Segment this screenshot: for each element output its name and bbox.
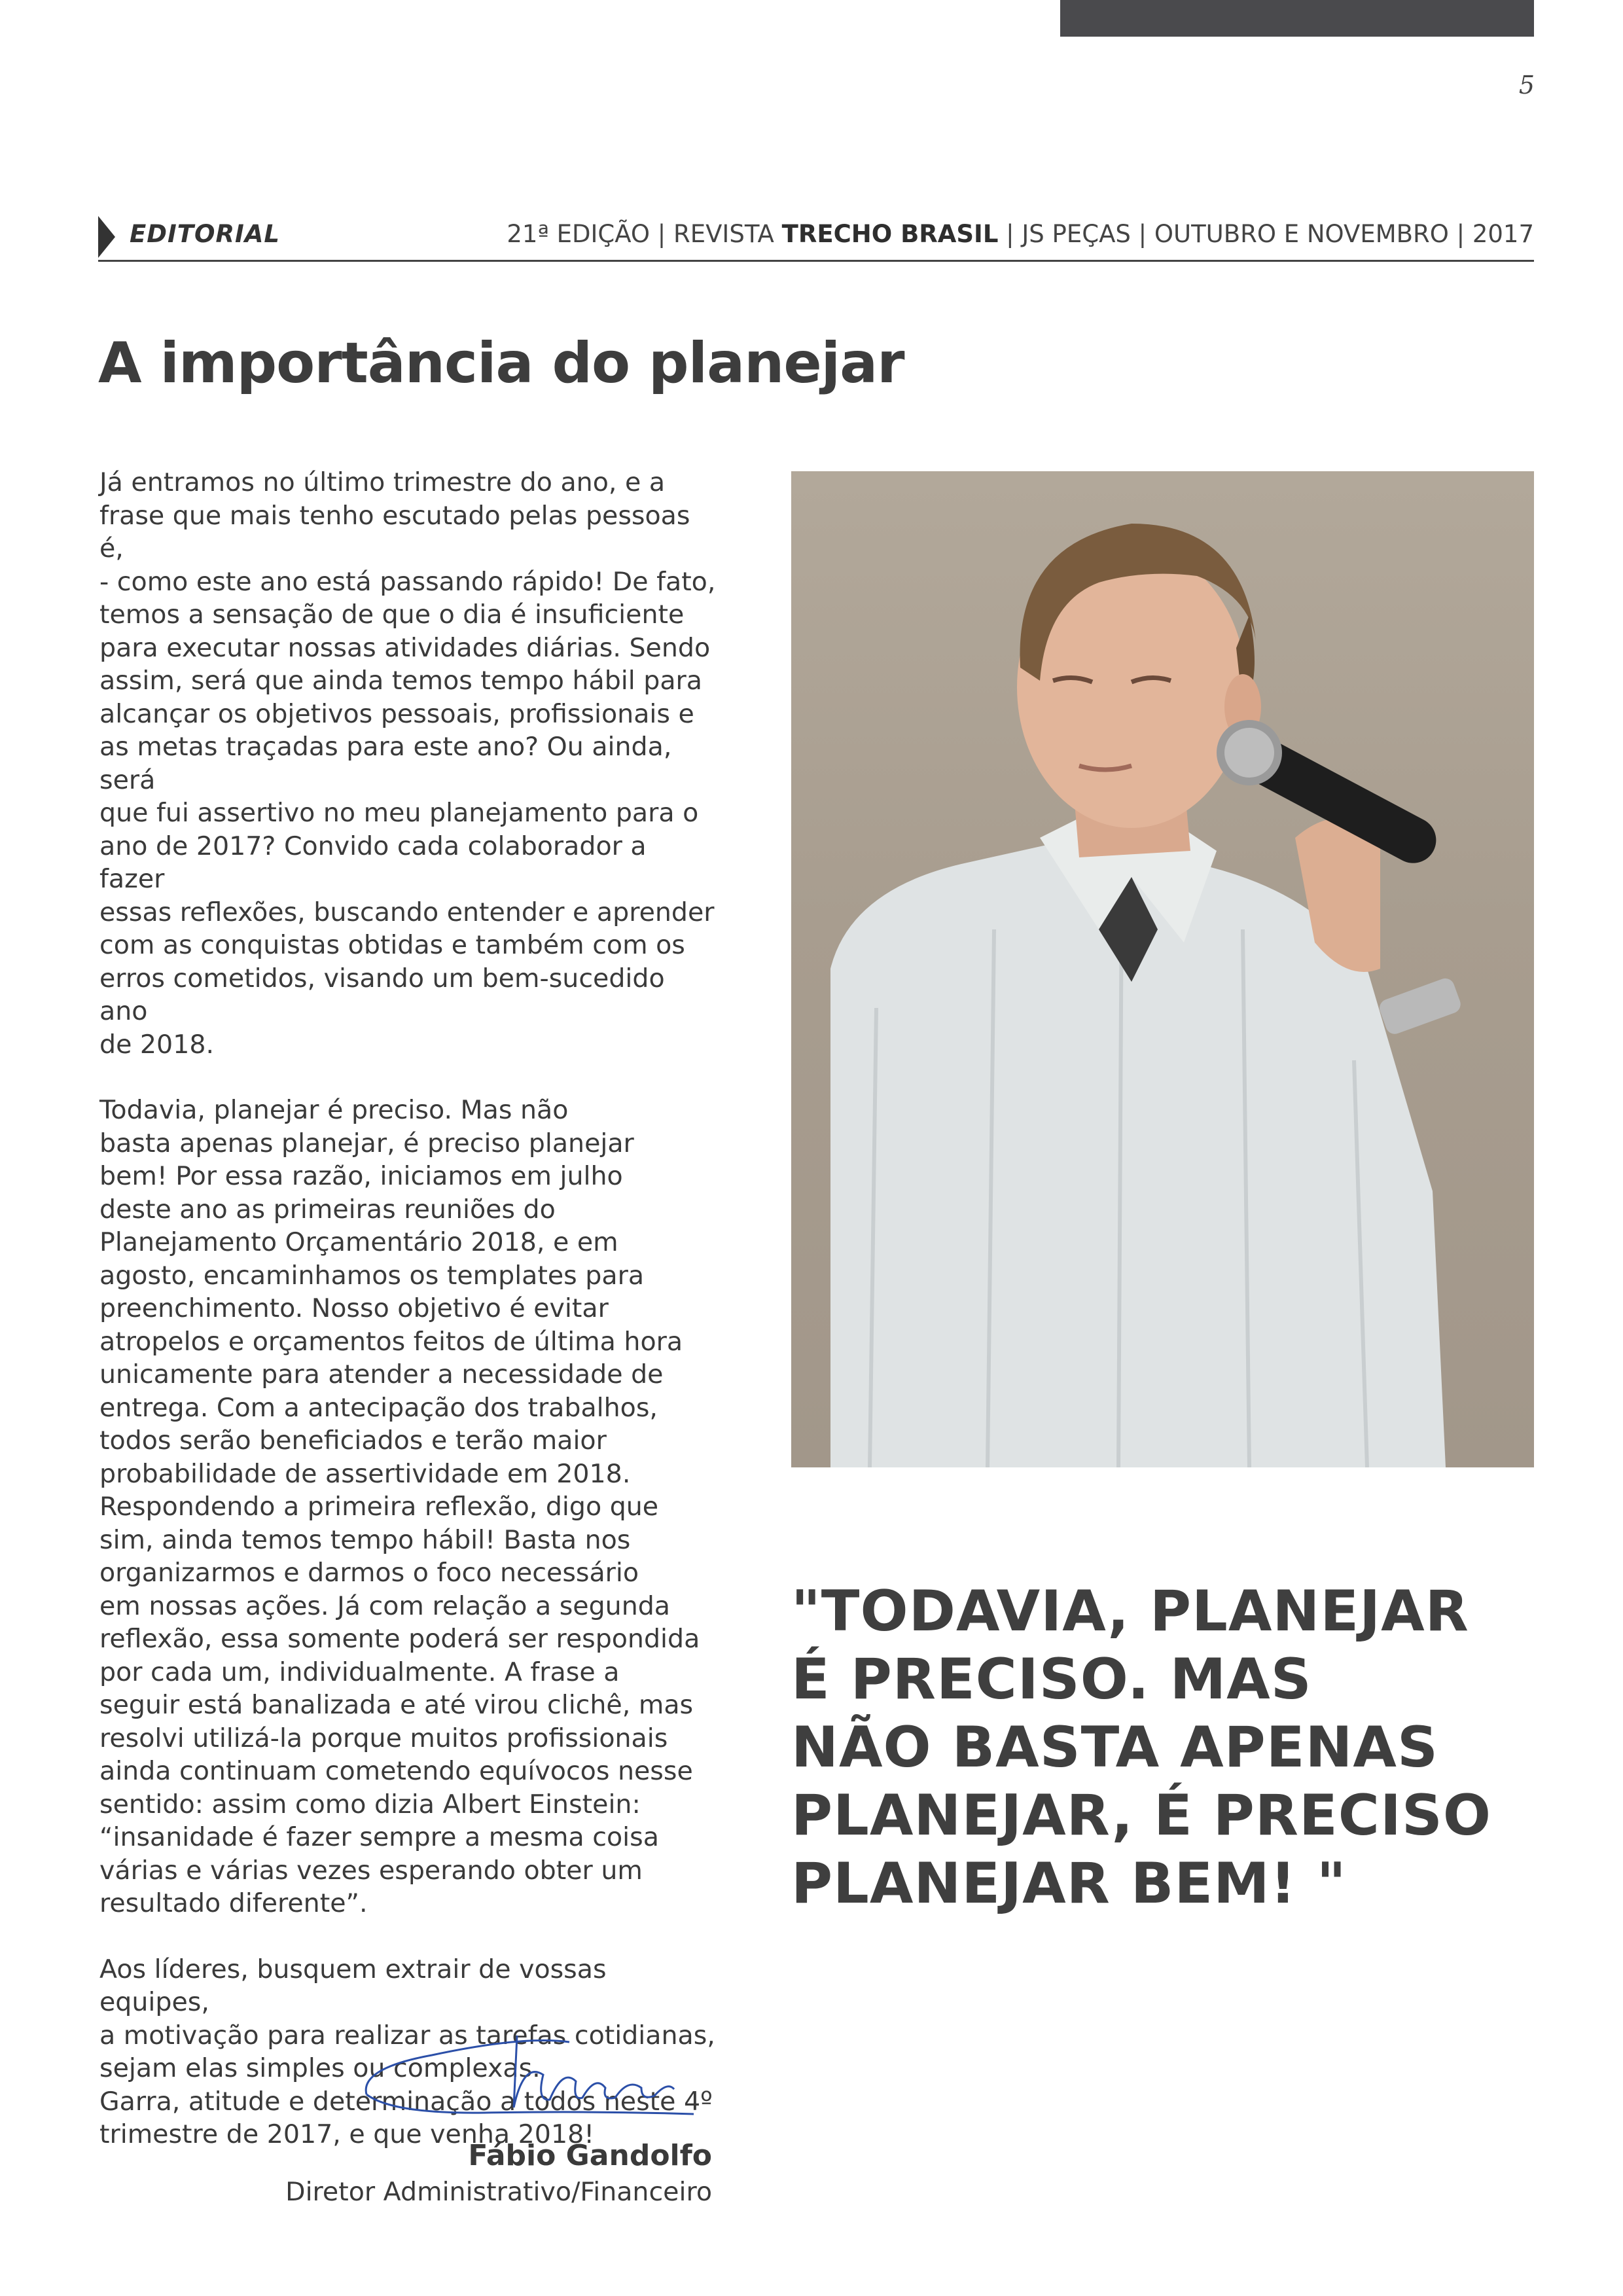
article-body — [99, 466, 718, 2184]
paragraph-1: Já entramos no último trimestre do ano, e a frase que mais tenho escutado pelas pessoas é, - como este ano está passando rápido! De fato, temos a sensação de que o dia é insuficiente para executar nossas atividades diárias. Sendo assim, será que ainda temos tempo hábil para alcançar os objetivos pessoais, profissionais e as metas traçadas para este ano? Ou ainda, será que fui assertivo no meu planejamento para o ano de 2017? Convido cada colaborador a fazer essas reflexões, buscando entender e aprender com as conquistas obtidas e também com os erros cometidos, visando um bem-sucedido ano de 2018. — [99, 467, 716, 1060]
section-label: EDITORIAL — [130, 220, 280, 248]
magazine-name: TRECHO BRASIL — [781, 220, 999, 248]
section-arrow-icon — [98, 216, 115, 258]
top-accent-bar — [1060, 0, 1534, 37]
author-name: Fábio Gandolfo — [468, 2139, 712, 2172]
paragraph-3: Aos líderes, busquem extrair de vossas equipes, a motivação para realizar as tarefas cotidianas, sejam elas simples ou complexas. Garra, atitude e determinação a todos neste 4º trimestre de 2017, e que venha 2018! — [99, 1954, 715, 2149]
edition-prefix: 21ª EDIÇÃO | REVISTA — [507, 220, 782, 248]
page-number: 5 — [1518, 71, 1535, 99]
paragraph-2: Todavia, planejar é preciso. Mas não basta apenas planejar, é preciso planejar bem! Por essa razão, iniciamos em julho deste ano as primeiras reuniões do Planejamento Orçamentário 2018, e em agosto, encaminhamos os templates para preenchimento. Nosso objetivo é evitar atropelos e orçamentos feitos de última hora unicamente para atender a necessidade de entrega. Com a antecipação dos trabalhos, todos serão beneficiados e terão maior probabilidade de assertividade em 2018. Respondendo a primeira reflexão, digo que sim, ainda temos tempo hábil! Basta nos organizarmos e darmos o foco necessário em nossas ações. Já com relação a segunda reflexão, essa somente poderá ser respondida por cada um, individualmente. A frase a seguir está banalizada e até virou clichê, mas resolvi utilizá-la porque muitos profissionais ainda continuam cometendo equívocos nesse sentido: assim como dizia Albert Einstein: “insanidade é fazer sempre a mesma coisa várias e várias vezes esperando obter um resultado diferente”. — [99, 1095, 700, 1918]
article-title: A importância do planejar — [98, 331, 904, 396]
edition-line — [507, 220, 1534, 248]
pull-quote: "TODAVIA, PLANEJAR É PRECISO. MAS NÃO BASTA APENAS PLANEJAR, É PRECISO PLANEJAR BEM! " — [791, 1579, 1491, 1916]
author-role: Diretor Administrativo/Financeiro — [285, 2177, 712, 2207]
edition-suffix: | JS PEÇAS | OUTUBRO E NOVEMBRO | 2017 — [998, 220, 1534, 248]
section-header — [98, 211, 1534, 262]
signature — [353, 2016, 707, 2134]
author-photo — [791, 471, 1534, 1467]
